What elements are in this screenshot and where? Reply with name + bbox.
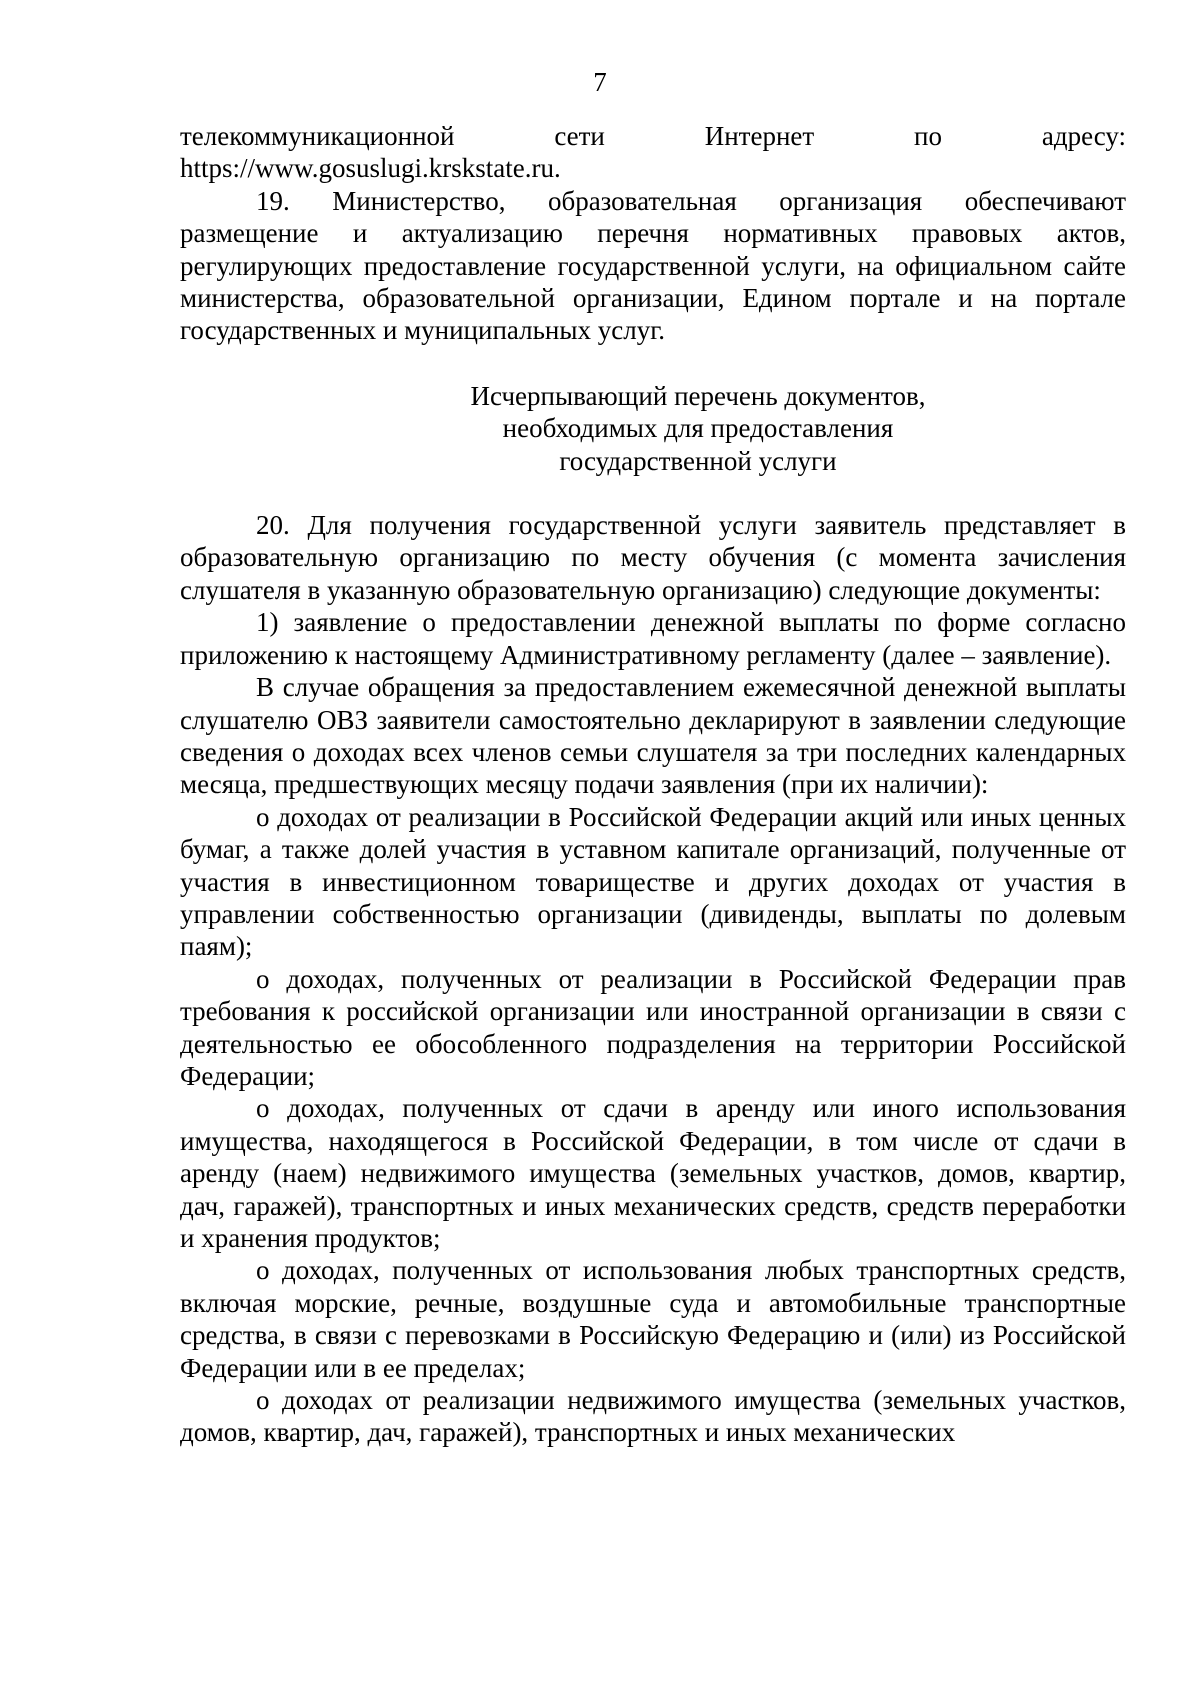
continuation-line: телекоммуникационной сети Интернет по адресу: [180,121,1126,151]
heading-line-2: необходимых для предоставления [502,413,894,444]
section-heading [180,380,1126,477]
url-line: https://www.gosuslugi.krskstate.ru. [180,153,561,184]
income-item-real-estate: о доходах от реализации недвижимого имущества (земельных участков, домов, квартир, дач, гаражей), транспортных и иных механических [180,1385,1126,1448]
income-item-rent: о доходах, полученных от сдачи в аренду или иного использования имущества, находящегося в Российской Федерации, в том числе от сдачи в аренду (наем) недвижимого имущества (земельных участков, домов, квартир, дач, гаражей), транспортных и иных механических средств, средств переработки и хранения продуктов; [180,1093,1126,1253]
list-item-1: 1) заявление о предоставлении денежной выплаты по форме согласно приложению к настоящему Административному регламенту (далее – заявление). [180,607,1126,670]
paragraph-ovz: В случае обращения за предоставлением ежемесячной денежной выплаты слушателю ОВЗ заявители самостоятельно декларируют в заявлении следующие сведения о доходах всех членов семьи слушателя за три последних календарных месяца, предшествующих месяцу подачи заявления (при их наличии): [180,672,1126,800]
heading-line-3: государственной услуги [559,445,837,476]
heading-line-1: Исчерпывающий перечень документов, [470,380,926,411]
document-body [180,120,1126,1449]
income-item-claims: о доходах, полученных от реализации в Российской Федерации прав требования к российской организации или иностранной организации в связи с деятельностью ее обособленного подразделения на территории Российской Федерации; [180,963,1126,1091]
income-item-transport: о доходах, полученных от использования любых транспортных средств, включая морские, речные, воздушные суда и автомобильные транспортные средства, в связи с перевозками в Российскую Федерацию и (или) из Российской Федерации или в ее пределах; [180,1255,1126,1383]
paragraph-19: 19. Министерство, образовательная организация обеспечивают размещение и актуализацию перечня нормативных правовых актов, регулирующих предоставление государственной услуги, на официальном сайте министерства, образовательной организации, Едином портале и на портале государственных и муниципальных услуг. [180,185,1126,346]
income-item-securities: о доходах от реализации в Российской Федерации акций или иных ценных бумаг, а также долей участия в уставном капитале организаций, полученные от участия в инвестиционном товариществе и других доходах от участия в управлении собственностью организации (дивиденды, выплаты по долевым паям); [180,801,1126,962]
paragraph-20: 20. Для получения государственной услуги заявитель представляет в образовательную организацию по месту обучения (с момента зачисления слушателя в указанную образовательную организацию) следующие документы: [180,510,1126,605]
page-number: 7 [593,67,607,97]
